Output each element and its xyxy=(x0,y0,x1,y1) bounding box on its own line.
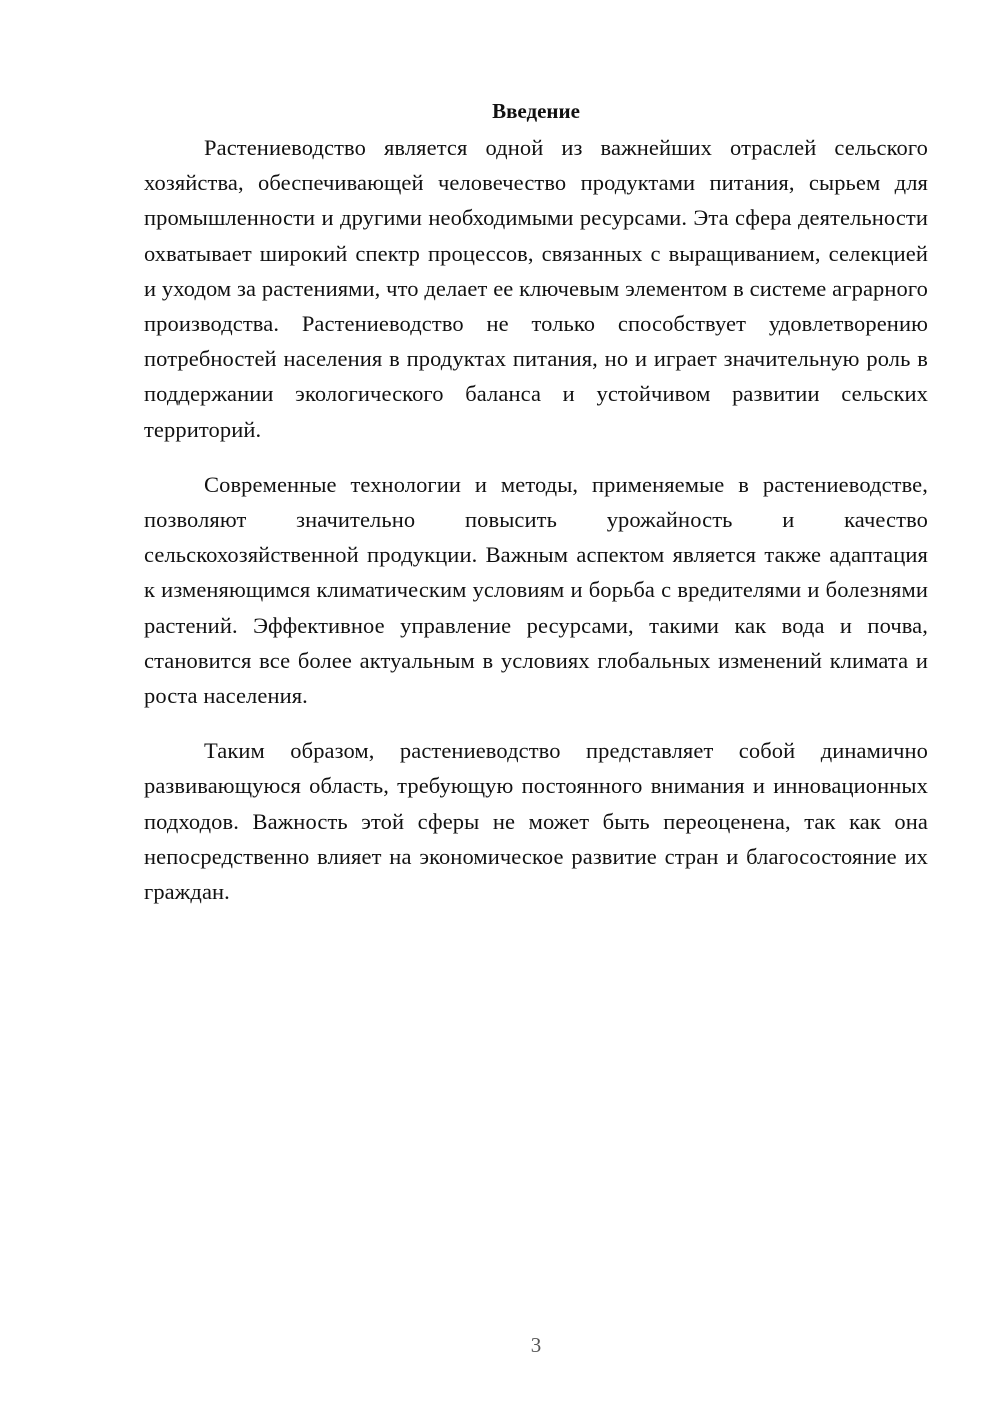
page-content xyxy=(144,96,928,929)
section-title: Введение xyxy=(492,99,580,123)
paragraph-2: Современные технологии и методы, применяемые в растениеводстве, позволяют значительно повысить урожайность и качество сельскохозяйственной продукции. Важным аспектом является также адаптация к изменяющимся климатическим условиям и борьба с вредителями и болезнями растений. Эффективное управление ресурсами, такими как вода и почва, становится все более актуальным в условиях глобальных изменений климата и роста населения. xyxy=(144,471,928,709)
paragraph-3: Таким образом, растениеводство представляет собой динамично развивающуюся область, требующую постоянного внимания и инновационных подходов. Важность этой сферы не может быть переоценена, так как она непосредственно влияет на экономическое развитие стран и благосостояние их граждан. xyxy=(144,738,928,905)
page-number: 3 xyxy=(530,1333,542,1357)
paragraph-1: Растениеводство является одной из важнейших отраслей сельского хозяйства, обеспечивающей человечество продуктами питания, сырьем для промышленности и другими необходимыми ресурсами. Эта сфера деятельности охватывает широкий спектр процессов, связанных с выращиванием, селекцией и уходом за растениями, что делает ее ключевым элементом в системе аграрного производства. Растениеводство не только способствует удовлетворению потребностей населения в продуктах питания, но и играет значительную роль в поддержании экологического баланса и устойчивом развитии сельских территорий. xyxy=(144,135,928,442)
